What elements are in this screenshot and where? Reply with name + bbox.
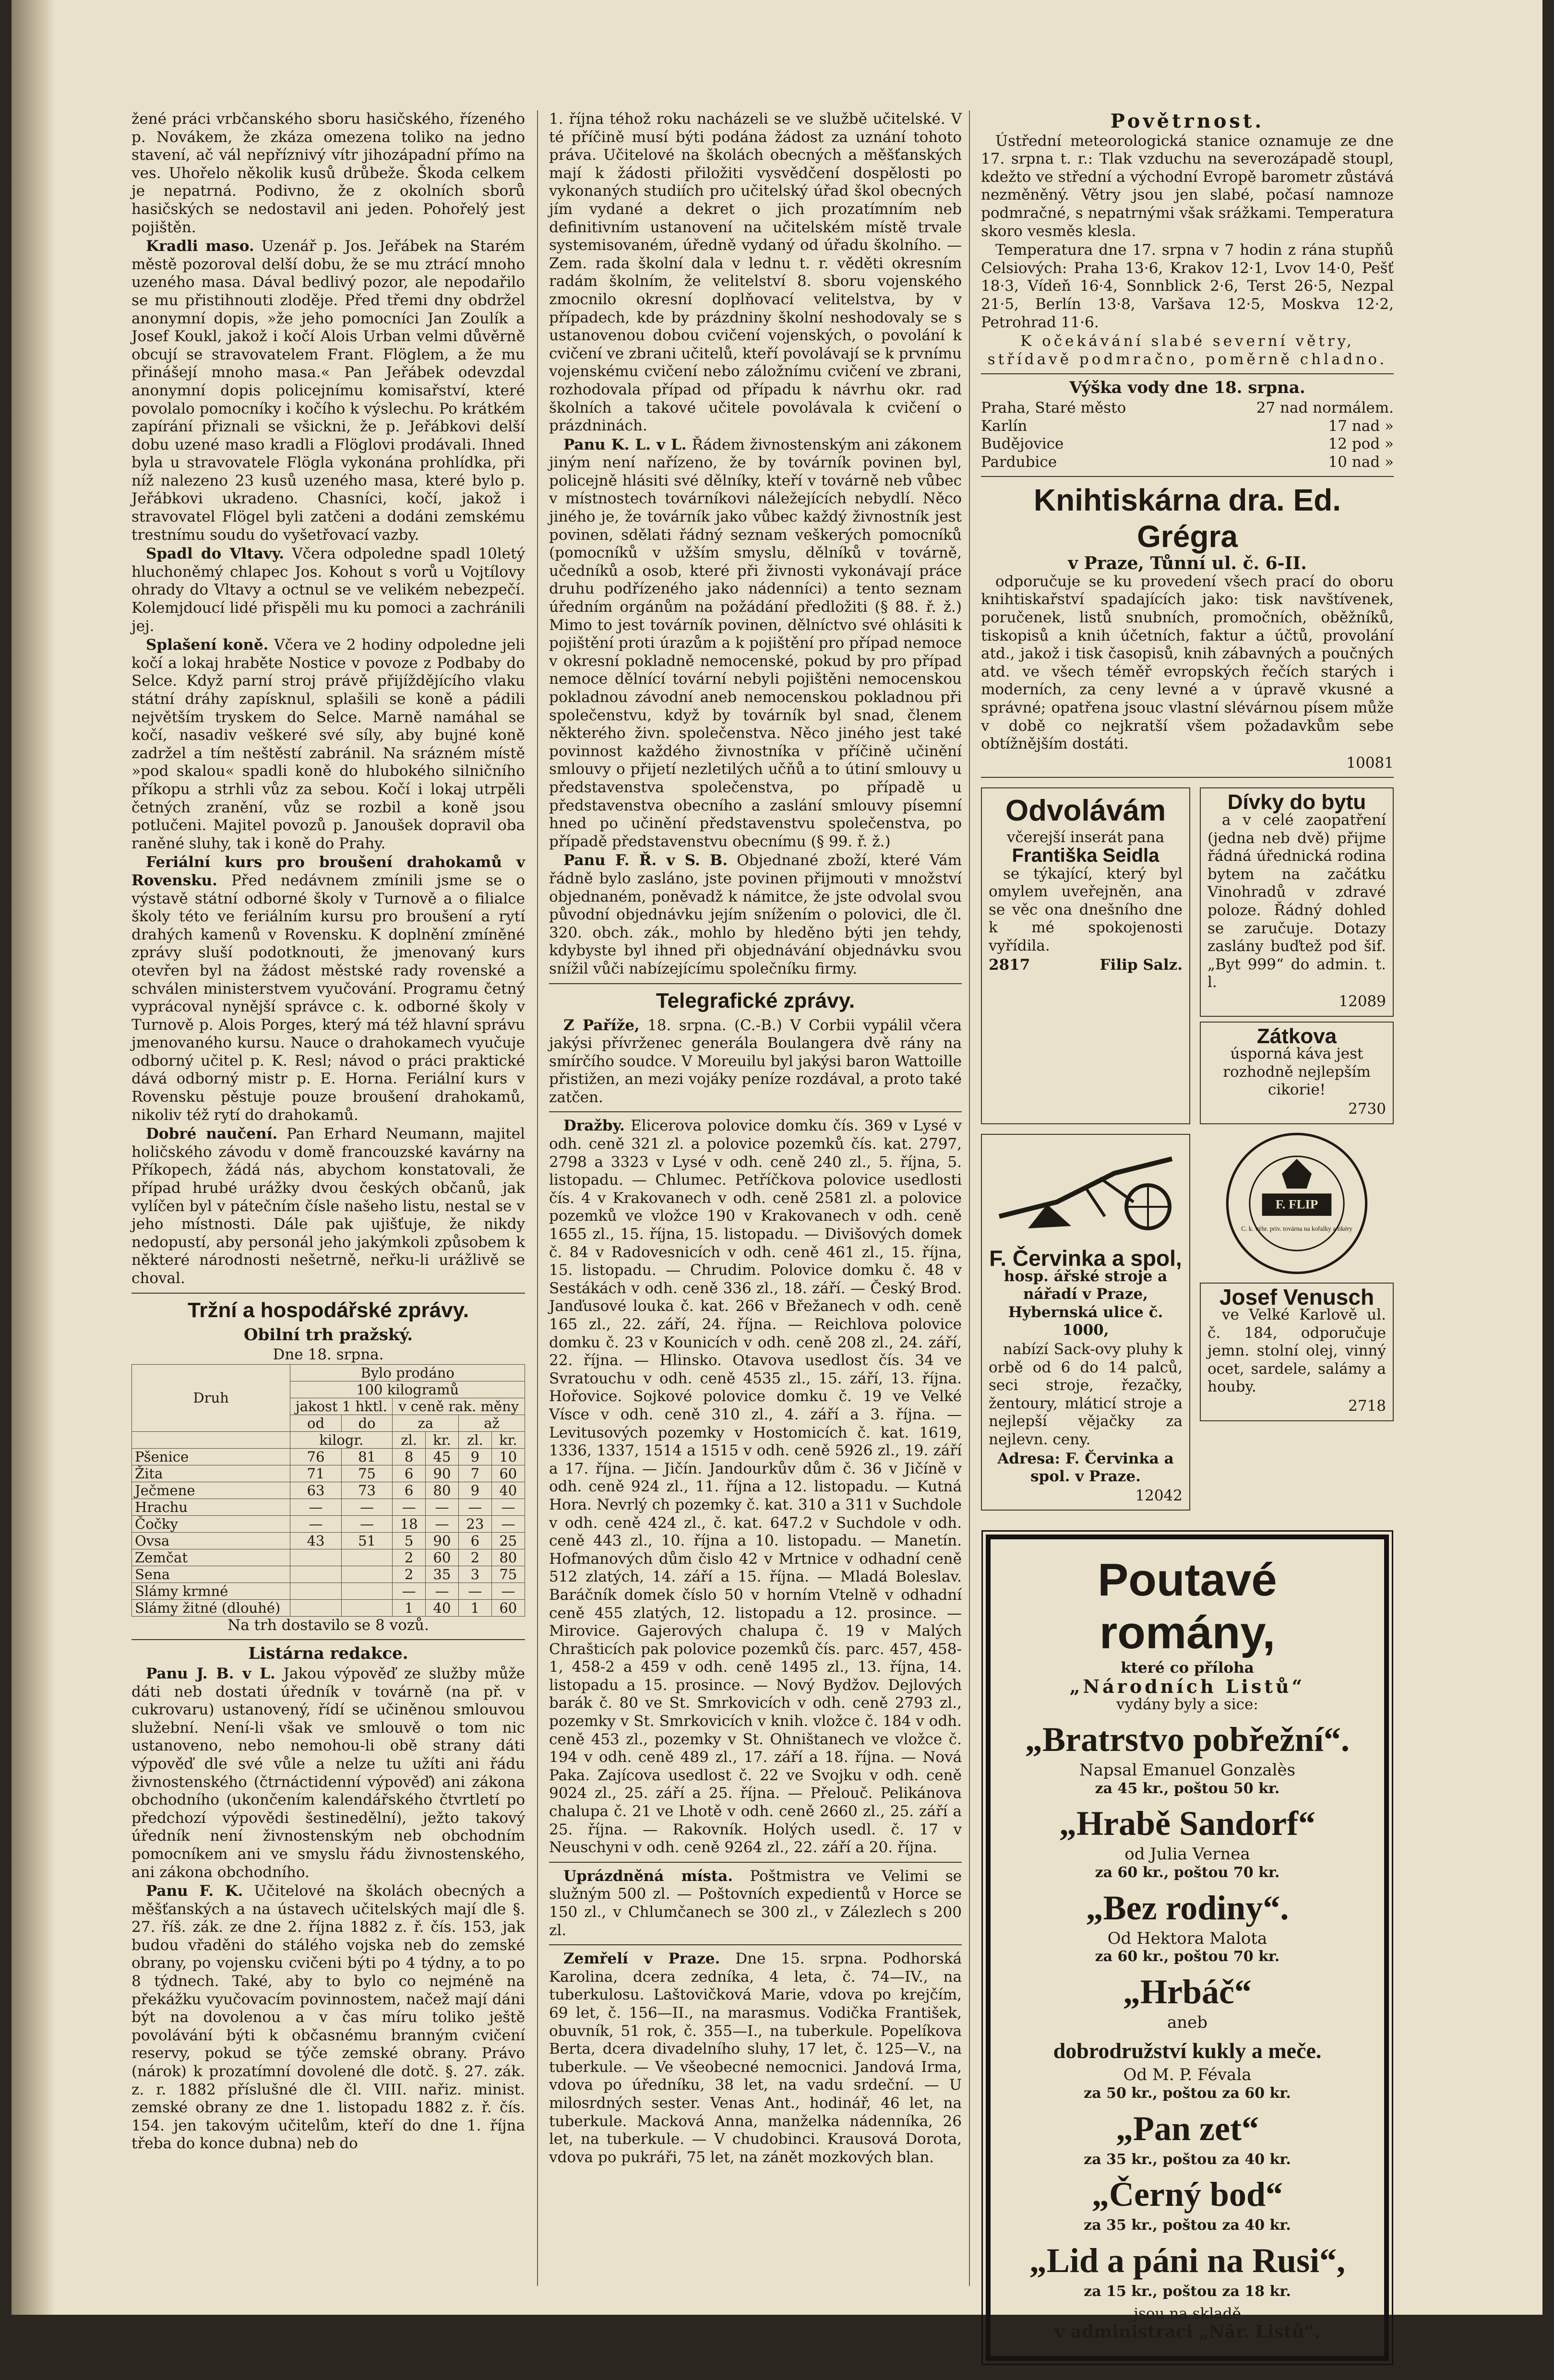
ad-poutave-romany xyxy=(986,1535,1389,2360)
ad-number: 2817 xyxy=(989,956,1030,974)
table-cell-kr2: 25 xyxy=(491,1532,525,1549)
novel-item xyxy=(1010,1803,1365,1881)
letter-addressee: Panu F. K. xyxy=(146,1882,243,1900)
water-row xyxy=(981,453,1394,472)
table-cell-od xyxy=(290,1599,342,1616)
letter-addressee: Panu K. L. v L. xyxy=(563,436,687,453)
ads-stack xyxy=(1200,1129,1394,1516)
th-za: za xyxy=(393,1415,459,1431)
article-splaseni xyxy=(131,636,525,853)
novel-author: aneb xyxy=(1167,2012,1208,2032)
ad-text: úsporná káva jest rozhodně nejlepším cikorie! xyxy=(1223,1045,1371,1099)
section-title: Uprázdněná místa. xyxy=(563,1867,733,1885)
ad-address: v Praze, Tůnní ul. č. 6-II. xyxy=(1068,553,1307,574)
table-cell-name: Pšenice xyxy=(132,1448,290,1465)
seal-name: F. FLIP xyxy=(1275,1196,1318,1211)
table-cell-zl2: — xyxy=(459,1583,492,1599)
table-cell-name: Hrachu xyxy=(132,1499,290,1515)
section-zemreli xyxy=(549,1950,962,2166)
table-row xyxy=(132,1448,525,1465)
novel-item xyxy=(1010,2174,1365,2235)
letter-text: Učitelové na školách obecných a měšťanských a na ústavech učitelských mají dle §. 27. říš. zák. ze dne 2. října 1882 z. ř. čís. 153, jak budou vřaděni do stálého vojska neb do zemské obrany, po vojensku cvičeni býti po 4 týdny, a to po 8 týdnech. Také, aby to bylo co nejméně na překážku vyučovacím povinnostem, načež mají dáni být na dovolenou a v čas míru toliko ještě povolávání býti k občasnému branným cvičení reservy, pokud se týče zemské obrany. Právo (nárok) k prozatímní dovolené dle dotč. §. 27. zák. z. r. 1882 příslušné dle čl. VIII. nařiz. minist. zemské obrany ze dne 1. listopadu 1882 z. ř. čís. 154. jen takovým učitelům, kteří do dne 1. října třeba do konce dubna) neb do xyxy=(131,1882,526,2153)
weather-temps: Temperatura dne 17. srpna v 7 hodin z rána stupňů Celsiových: Praha 13·6, Krakov 12·1, Lvov 14·0, Pešť 18·3, Vídeň 16·4, Sonnblick 2·6, Terst 26·5, Nezpal 21·5, Berlín 13·8, Varšava 12·5, Moskva 12·2, Petrohrad 11·6. xyxy=(981,241,1394,331)
water-place: Karlín xyxy=(981,417,1028,435)
section-rule xyxy=(131,1293,525,1294)
telegram xyxy=(549,1017,962,1107)
table-cell-kr1: 90 xyxy=(425,1465,458,1482)
article-text: Včera odpoledne spadl 10letý hluchoněmý chlapec Jos. Kohout s vorů u Vojtílovy ohrady do Vltavy a octnul se ve velikém nebezpečí. Kolemjdoucí lidé přispěli mu ku pomoci a zachránili jej. xyxy=(131,545,525,635)
article-text: Před nedávnem zmínili jsme se o výstavě státní odborné školy v Turnově a o filialce školy této ve feriálním kursu pro broušení a rytí drahých kamenů v Rovensku. K doplnění zmíněné zprávy sluší podotknouti, že jmenovaný kurs otevřen byl na žádost městské rady rovenské a schválen ministerstvem vyučování. Programu četný vyprácoval nynější správce c. k. odborné školy v Turnově p. Alois Porges, který má též hlavní správu jmenovaného kursu. Nauce o drahokamech vyučuje odborný učitel p. K. Resl; návod o práci praktické dává odborný mistr p. E. Horna. Feriální kurs v Rovensku pěstuje pouze broušení drahokamů, nikoliv též rytí do drahokamů. xyxy=(131,871,525,1124)
article-ferialni xyxy=(131,854,525,1124)
article-title: Kradli maso. xyxy=(146,238,254,255)
seal-text: C. k. výhr. priv. továrna na kořalky a likéry xyxy=(1241,1225,1352,1232)
ad-text: nabízí Sack-ovy pluhy k orbě od 6 do 14 palců, seci stroje, řezačky, žentoury, mláticí stroje a nejlepší vějačky za nejlevn. ceny. xyxy=(989,1341,1183,1449)
market-price-table xyxy=(131,1364,525,1617)
table-row xyxy=(132,1499,525,1515)
table-cell-zl2: 9 xyxy=(459,1482,492,1499)
table-cell-kr1: 80 xyxy=(425,1482,458,1499)
table-cell-name: Slámy žitné (dlouhé) xyxy=(132,1599,290,1616)
th-blank xyxy=(132,1431,290,1448)
ad-number: 2718 xyxy=(1348,1397,1386,1415)
distillery-seal-icon xyxy=(1222,1129,1371,1278)
table-row xyxy=(132,1599,525,1616)
ad-number: 12042 xyxy=(1135,1487,1183,1504)
table-cell-do xyxy=(341,1599,393,1616)
ad-sub: které co příloha xyxy=(1121,1659,1254,1677)
novel-title: „Lid a páni na Rusi“, xyxy=(1029,2241,1346,2280)
novel-price: za 60 kr., poštou 70 kr. xyxy=(1095,1948,1280,1965)
telegram-place: Z Paříže, xyxy=(563,1016,640,1034)
table-cell-kr2: — xyxy=(491,1583,525,1599)
letter-text: Objednané zboží, které Vám řádně bylo zasláno, jste povinen přijmouti v množství objednaném, poněvadž k námitce, že jste odvolal svou původní objednávku jejím snížením o polovici, dle čl. 320. obch. zák., mohlo by hleděno býti jen tehdy, kdybyste byl ihned při objednávání objednávku svou snížil vůči nabízejícímu společníku firmy. xyxy=(549,852,962,977)
table-cell-kr2: 40 xyxy=(491,1482,525,1499)
table-cell-zl2: 1 xyxy=(459,1599,492,1616)
th-jakost: jakost 1 hktl. xyxy=(290,1398,393,1415)
th-od: od xyxy=(290,1415,342,1431)
table-cell-zl1: 8 xyxy=(393,1448,426,1465)
novel-item xyxy=(1010,2108,1365,2169)
article-text: Uzenář p. Jos. Jeřábek na Starém městě pozoroval delší dobu, že se mu ztrácí mnoho uzeného masa. Dával bedlivý pozor, ale nepodařilo se mu přistihnouti zloděje. Před třemi dny obdržel anonymní dopis, »že jeho pomocníci Jan Zoulík a Josef Koukl, jakož i kočí Alois Urban velmi důvěrně obcují se stravovatelem Frant. Flöglem, a že mu přinášejí mnoho masa.« Pan Jeřábek odevzdal anonymní dopis policejnímu komisařství, které povolalo pomocníky i kočího k výslechu. Po krátkém zapírání přiznali se všickni, že p. Jeřábkovi delší dobu uzené maso kradli a Flöglovi prodávali. Ihned byla u stravovatele Flögla vykonána prohlídka, při níž nalezeno 23 kusů uzeného masa, které bylo p. Jeřábkovi ukradeno. Chasníci, kočí, jakož i stravovatel Flögel byli zatčeni a dodáni zemskému trestnímu soudu do vyšetřovací vazby. xyxy=(131,238,525,544)
water-place: Budějovice xyxy=(981,435,1064,453)
ad-title: Zátkova xyxy=(1256,1024,1337,1048)
table-cell-do: 73 xyxy=(341,1482,393,1499)
letter-text: Jakou výpověď ze služby může dáti neb dostati úředník v továrně (na př. v cukrovaru) ustanovený, řídí se učiněnou smlouvou služební. Není-li však ve smlouvě o tom nic ustanoveno, nebo nemohou-li obě strany dáti výpověď dle své vůle a nelze tu užíti ani řádu živnostenského (čtrnáctidenní výpověď) ani zákona obchodního (ukončením kalendářského čtvrtletí po předchozí výpovědi šestinedělní), ježto takový úředník není živnostenským neb obchodním pomocníkem ani ve smyslu řádu živnostenského, ani zákona obchodního. xyxy=(131,1665,526,1881)
ad-knihtiskarna xyxy=(981,482,1394,772)
table-cell-name: Žita xyxy=(132,1465,290,1482)
water-place: Praha, Staré město xyxy=(981,399,1126,416)
table-cell-kr2: 60 xyxy=(491,1465,525,1482)
table-cell-kr2: — xyxy=(491,1499,525,1515)
table-cell-kr1: — xyxy=(425,1499,458,1515)
table-cell-od: — xyxy=(290,1515,342,1532)
section-rule xyxy=(131,1639,525,1640)
article-intro: žené práci vrbčanského sboru hasičského, řízeného p. Novákem, že zkáza omezena toliko na jedno stavení, ač vál nepříznivý vítr jihozápadní přímo na ves. Uhořelo několik kusů drůbeže. Škoda celkem je nepatrná. Podivno, že z okolních sborů hasičských se nedostavil ani jeden. Pohořelý jest pojištěn. xyxy=(131,110,525,236)
novel-price: za 50 kr., poštou za 60 kr. xyxy=(1084,2084,1291,2102)
table-cell-name: Slámy krmné xyxy=(132,1583,290,1599)
table-cell-kr1: — xyxy=(425,1515,458,1532)
table-row xyxy=(132,1465,525,1482)
table-cell-kr1: 90 xyxy=(425,1532,458,1549)
th-kilogr: kilogr. xyxy=(290,1431,393,1448)
ad-text: se týkající, který byl omylem uveřejněn, ana se věc ona dnešního dne k mé spokojenosti vyřídila. xyxy=(989,865,1183,954)
ad-footer: jsou na skladě xyxy=(1134,2305,1241,2323)
article-spadl xyxy=(131,545,525,635)
article-title: Feriální kurs pro broušení drahokamů v Rovensku. xyxy=(131,854,525,889)
subsection-title-obilni: Obilní trh pražský. xyxy=(243,1325,413,1345)
table-cell-od: 76 xyxy=(290,1448,342,1465)
novel-item xyxy=(1010,1719,1365,1797)
ad-title: F. Červinka a spol, xyxy=(989,1246,1182,1271)
table-cell-zl1: 5 xyxy=(393,1532,426,1549)
novel-price: za 60 kr., poštou 70 kr. xyxy=(1095,1864,1280,1881)
letter-frvsb xyxy=(549,852,962,978)
th-vcene: v ceně rak. měny xyxy=(393,1398,525,1415)
table-cell-kr1: 60 xyxy=(425,1549,458,1566)
letter-text: Řádem živnostenským ani zákonem jiným není nařízeno, že by továrník povinen byl, policejně hlásiti své dělníky, kteří v továrně neb vůbec v místnostech továrníkovi náležejících nebydlí. Něco jiného je, že továrník jako vůbec každý živnostník jest povinen, sdělati řádný seznam veškerých pomocníků (pomocníků v užším smyslu, dělníků v továrně, učedníků a osob, které při živnosti vykonávají práce druhu podřízeného jako nádenníci) a tento seznam úředním orgánům na požádání předložiti (§ 88. ř. ž.) Mimo to jest továrník povinen, dělníctvo své ohlásiti k pojištění proti úrazům a k pojištění pro případ nemoce v okresní pokladně nemocenské, pokud by pro případ nemoce dělnící tovární nebyli pojištěni nemocenskou pokladnou závodní aneb nemocenskou pokladnou při společenstvu, když by továrník byl snad, členem některého živn. společenstva. Něco jiného jest také povinnost každého živnostníka v příčině učinění smlouvy o přijetí nezletilých učňů a to útiní smlouvy u představenstva společenstva, po případě u představenstva obecního a zaslání smlouvy písemní hned po učinění představenstvu společenstva, po případě představenstvu obecnímu (§ 99. ř. ž.) xyxy=(549,436,962,850)
ad-sub: vydány byly a sice: xyxy=(1116,1695,1258,1713)
article-title: Splašení koně. xyxy=(146,636,269,654)
table-cell-od: 71 xyxy=(290,1465,342,1482)
table-cell-od: — xyxy=(290,1499,342,1515)
water-row xyxy=(981,417,1394,436)
ad-number: 2730 xyxy=(1348,1100,1386,1118)
novel-price: za 35 kr., poštou za 40 kr. xyxy=(1084,2217,1291,2234)
novel-item xyxy=(1010,1888,1365,1966)
table-cell-name: Zemčat xyxy=(132,1549,290,1566)
novel-list xyxy=(1010,1719,1365,2300)
ad-footer xyxy=(989,956,1183,975)
table-cell-zl2: 2 xyxy=(459,1549,492,1566)
table-cell-od xyxy=(290,1583,342,1599)
novel-title: „Hrabě Sandorf“ xyxy=(1059,1804,1316,1843)
novel-author: Od Hektora Malota xyxy=(1107,1928,1267,1948)
table-cell-od: 43 xyxy=(290,1532,342,1549)
table-row xyxy=(132,1532,525,1549)
novel-item xyxy=(1010,1972,1365,2032)
table-cell-do xyxy=(341,1549,393,1566)
ad-text: ve Velké Karlově ul. č. 184, odporučuje jemn. stolní olej, vinný ocet, sardele, salámy a houby. xyxy=(1207,1306,1386,1396)
table-cell-od: 63 xyxy=(290,1482,342,1499)
table-cell-zl2: 7 xyxy=(459,1465,492,1482)
ad-footer: v administraci „Nár. Listů“. xyxy=(1054,2321,1320,2342)
table-cell-kr2: — xyxy=(491,1515,525,1532)
letter-fk xyxy=(131,1882,525,2153)
novel-title: dobrodružství kukly a meče. xyxy=(1053,2038,1322,2063)
table-cell-od xyxy=(290,1566,342,1583)
table-cell-zl2: 3 xyxy=(459,1566,492,1583)
ad-odvolavam xyxy=(981,787,1190,1124)
th-kr: kr. xyxy=(491,1431,525,1448)
novel-author: Od M. P. Févala xyxy=(1123,2065,1252,2085)
table-cell-kr1: 40 xyxy=(425,1599,458,1616)
table-cell-do: — xyxy=(341,1499,393,1515)
table-cell-zl2: 6 xyxy=(459,1532,492,1549)
novel-item xyxy=(1010,2037,1365,2102)
section-title-povetrnost: Povětrnost. xyxy=(1110,110,1265,132)
novel-title: „Pan zet“ xyxy=(1116,2109,1259,2148)
ads-row-1 xyxy=(981,783,1394,1129)
table-cell-zl2: 9 xyxy=(459,1448,492,1465)
column-right xyxy=(981,110,1394,2380)
section-rule xyxy=(549,1862,962,1863)
section-rule xyxy=(549,983,962,984)
ad-title: Josef Venusch xyxy=(1219,1284,1375,1309)
table-cell-name: Ječmene xyxy=(132,1482,290,1499)
table-cell-kr2: 75 xyxy=(491,1566,525,1583)
water-title: Výška vody dne 18. srpna. xyxy=(1069,378,1305,398)
section-title-trzni: Tržní a hospodářské zprávy. xyxy=(187,1298,469,1322)
novel-item xyxy=(1010,2240,1365,2301)
novel-price: za 15 kr., poštou za 18 kr. xyxy=(1084,2283,1291,2300)
ads-row-2 xyxy=(981,1129,1394,1516)
novel-title: „Bez rodiny“. xyxy=(1086,1888,1289,1927)
ad-address: Adresa: F. Červinka a spol. v Praze. xyxy=(997,1450,1174,1486)
ad-zatkova xyxy=(1200,1022,1394,1124)
ad-title: Odvolávám xyxy=(1005,794,1166,828)
section-text: Poštmistra ve Velimi se služným 500 zl. — Poštovních expedientů v Horce se 150 zl., v Chlumčanech se 300 zl., v Zálezlech s 200 zl. xyxy=(549,1867,962,1939)
table-cell-do: 51 xyxy=(341,1532,393,1549)
ad-text: a v celé zaopatření (jedna neb dvě) přijme řádná úřednická rodina bytem na začátku Vinohradů v zdravé poloze. Řádný dohled se zaručuje. Dotazy zaslány buďtež pod šif. „Byt 999“ do admin. t. l. xyxy=(1207,811,1386,991)
table-row xyxy=(132,1482,525,1499)
water-value: 10 nad » xyxy=(1328,453,1394,471)
novel-price: za 35 kr., poštou za 40 kr. xyxy=(1084,2151,1291,2168)
market-note: Na trh dostavilo se 8 vozů. xyxy=(227,1616,429,1634)
ads-stack xyxy=(1200,783,1394,1129)
ad-text: hosp. ářské stroje a nářadí v Praze, Hybernská ulice č. 1000, xyxy=(1004,1267,1168,1339)
table-cell-kr1: 35 xyxy=(425,1566,458,1583)
table-cell-kr2: 60 xyxy=(491,1599,525,1616)
novel-title: „Černý bod“ xyxy=(1091,2175,1283,2214)
novel-author: od Julia Vernea xyxy=(1124,1844,1250,1864)
water-row xyxy=(981,399,1394,417)
table-row xyxy=(132,1566,525,1583)
section-rule xyxy=(981,476,1394,477)
table-row xyxy=(132,1515,525,1532)
newspaper-page xyxy=(12,0,1542,2342)
table-cell-kr1: 45 xyxy=(425,1448,458,1465)
plough-icon xyxy=(989,1144,1183,1240)
market-date: Dne 18. srpna. xyxy=(273,1346,384,1364)
section-drazby xyxy=(549,1117,962,1856)
table-cell-do: — xyxy=(341,1515,393,1532)
table-row xyxy=(132,1583,525,1599)
th-kr: kr. xyxy=(425,1431,458,1448)
table-cell-kr1: — xyxy=(425,1583,458,1599)
telegram-text: 18. srpna. (C.-B.) V Corbii vypálil včera jakýsi přívrženec generála Boulangera dvě rány na smírčího soudce. V Moreuilu byl jakýsi baron Wattoille přistižen, an mezi vojáky peníze rozdával, a proto také zatčen. xyxy=(549,1016,962,1106)
table-cell-od xyxy=(290,1549,342,1566)
ad-cervinka xyxy=(981,1134,1190,1511)
article-text: Pan Erhard Neumann, majitel holičského závodu v domě francouzské kavárny na Příkopech, žádá nás, abychom konstatovali, že případ hrubé urážky dvou českých občanů, jak vylíčen byl v pátečním čísle našeho listu, nestal se v jeho místnosti. Dále pak ujišťuje, že nikdy nedopustí, aby personál jeho jakýmkoli způsobem k některé národnosti nešetrně, neřku-li urážlivě se choval. xyxy=(131,1125,525,1287)
section-title: Dražby. xyxy=(563,1117,625,1135)
article-kradli xyxy=(131,238,525,544)
th-druh: Druh xyxy=(132,1364,290,1431)
table-cell-zl2: 23 xyxy=(459,1515,492,1532)
letter-addressee: Panu J. B. v L. xyxy=(146,1665,275,1682)
column-middle xyxy=(549,110,962,2167)
water-value: 17 nad » xyxy=(1328,417,1394,435)
th-bylo: Bylo prodáno xyxy=(290,1364,525,1381)
letter-addressee: Panu F. Ř. v S. B. xyxy=(563,852,728,869)
ad-signature: Filip Salz. xyxy=(1100,956,1183,974)
table-cell-zl1: 2 xyxy=(393,1566,426,1583)
th-zl: zl. xyxy=(393,1431,426,1448)
ad-title: Knihtiskárna dra. Ed. Grégra xyxy=(1033,483,1341,554)
ad-number: 12089 xyxy=(1339,992,1386,1010)
water-value: 12 pod » xyxy=(1328,435,1394,453)
section-rule xyxy=(981,373,1394,374)
th-az: až xyxy=(459,1415,525,1431)
th-do: do xyxy=(341,1415,393,1431)
table-cell-do: 75 xyxy=(341,1465,393,1482)
table-cell-kr2: 10 xyxy=(491,1448,525,1465)
water-levels xyxy=(981,399,1394,471)
novel-title: „Hrbáč“ xyxy=(1123,1972,1252,2011)
ad-title: Poutavé romány, xyxy=(1098,1554,1277,1659)
ad-divky xyxy=(1200,787,1394,1016)
article-title: Dobré naučení. xyxy=(146,1125,278,1143)
letter-jb xyxy=(131,1665,525,1881)
article-text: Včera ve 2 hodiny odpoledne jeli kočí a lokaj hraběte Nostice v povoze z Podbaby do Selce. Když parní stroj právě přijíždějícího vlaku státní dráhy zapísknul, splašili se koně a pádili největším tryskem do Selce. Marně namáhal se kočí, nasadiv veškeré své síly, aby bujné koně zadržel a tím neštěstí zabránil. Na srázném místě »pod skalou« spadli koně do hlubokého silničního příkopu a strhli vůz za sebou. Kočí i lokaj utrpěli četných zranění, vůz se rozbil a koně jsou potlučeni. Majitel povozů p. Janoušek dopravil oba raněné sluhy, tak i koně do Prahy. xyxy=(131,636,525,852)
novel-title: „Bratrstvo pobřežní“. xyxy=(1025,1720,1350,1759)
th-zl: zl. xyxy=(459,1431,492,1448)
table-cell-zl1: — xyxy=(393,1499,426,1515)
section-rule xyxy=(549,1111,962,1112)
section-rule xyxy=(981,777,1394,778)
table-cell-name: Sena xyxy=(132,1566,290,1583)
table-cell-zl1: 2 xyxy=(393,1549,426,1566)
table-cell-zl1: — xyxy=(393,1583,426,1599)
ad-title: Dívky do bytu xyxy=(1227,790,1366,814)
table-cell-kr2: 80 xyxy=(491,1549,525,1566)
letter-klv xyxy=(549,436,962,851)
article-title: Spadl do Vltavy. xyxy=(146,545,285,563)
table-cell-do: 81 xyxy=(341,1448,393,1465)
column-rule xyxy=(969,110,970,2286)
water-value: 27 nad normálem. xyxy=(1256,399,1394,416)
section-text: Elicerova polovice domku čís. 369 v Lysé v odh. ceně 321 zl. a polovice pozemků čís. kat. 2797, 2798 a 3323 v Lysé v odh. ceně 240 zl., 5. října, 5. listopadu. — Chlumec. Petříčkova polovice usedlosti čís. 4 v Krakovanech v odh. ceně 2581 zl. a polovice pozemků ve vložce 190 v Krakovanech v odh. ceně 1655 zl., 15. října, 15. listopadu. — Divišových domek č. 84 v Radovesnicích v odh. ceně 461 zl., 15. října, 15. listopadu. — Chrudim. Polovice domku č. 48 v Sestákách v odh. ceně 336 zl., 18. září. — Český Brod. Janďusové louka č. kat. 266 v Břežanech v odh. ceně 165 zl., 22. září, 24. října. — Reichlova polovice domku č. 23 v Kounicích v odh. ceně 208 zl., 24. září, 22. října. — Hlinsko. Otavova usedlost čís. 34 ve Svratouchu v odh. ceně 4535 zl., 15. září, 13. října. Hořovice. Sojkové polovice domku č. 19 ve Velké Vísce v odh. ceně 310 zl., 4. září a 3. října. — Levitusových pozemky v Hostomicích č. kat. 1619, 1336, 1337, 1514 a 1515 v odh. ceně 5926 zl., 19. září a 17. října. — Jičín. Jandourkův dům č. 36 v Jičíně v odh. ceně 924 zl., 11. října a 12. listopadu. — Kutná Hora. Nevrlý ch pozemky č. kat. 310 a 311 v Suchdole v odh. ceně 424 zl., č. kat. 647.2 v Suchdole v odh. ceně 443 zl., 10. října a 10. listopadu. — Manetín. Hofmanových dům čislo 42 v Mrtnice v odhadní ceně 512 zlatých, 14. září a 15. října. — Mladá Boleslav. Baráčník domek číslo 50 v horním Vtelně v odhadní ceně 455 zlatých, 12. listopadu a 12. prosince. — Mirovice. Gajerových chalupa č. 19 v Malých Chrašticích pak polovice pozemků čís. parc. 457, 458-1, 458-2 a 459 v odh. ceně 1495 zl., 13. října, 14. listopadu a 15. prosince. — Nový Bydžov. Dejlových barák č. 80 ve St. Smrkovicích v odh. ceně 2793 zl., pozemky v St. Smrkovicích v knih. vložce č. 184 v odh. ceně 453 zl., pozemky v St. Ohništanech ve vložce č. 194 v odh. ceně 489 zl., 17. září a 18. října. — Nová Paka. Zajícova usedlost č. 22 ve Svojku v odh. ceně 9024 zl., 25. září a 25. října. — Přelouč. Pelikánova chalupa č. 21 ve Lhotě v odh. ceně 2660 zl., 25. září a 25. října. — Rakovník. Holých usedl. č. 17 v Neuschyni v odh. ceně 9264 zl., 22. září a 20. října. xyxy=(549,1117,962,1856)
table-cell-zl1: 6 xyxy=(393,1482,426,1499)
novel-author: Napsal Emanuel Gonzalès xyxy=(1079,1761,1296,1780)
section-title-listarna: Listárna redakce. xyxy=(248,1644,408,1664)
water-row xyxy=(981,435,1394,453)
table-cell-do xyxy=(341,1566,393,1583)
table-cell-zl1: 18 xyxy=(393,1515,426,1532)
weather-text: Ústřední meteorologická stanice oznamuje ze dne 17. srpna t. r.: Tlak vzduchu na severozápadě stoupl, kdežto ve střední a východní Evropě barometr zůstává nezměněný. Větry jsou jen slabé, počasí namnoze podmračné, s nepatrnými však srážkami. Temperatura skoro vesměs klesla. xyxy=(981,132,1394,240)
ad-text: včerejší inserát pana xyxy=(1006,829,1165,846)
table-cell-do xyxy=(341,1583,393,1599)
table-cell-zl1: 6 xyxy=(393,1465,426,1482)
table-cell-name: Ovsa xyxy=(132,1532,290,1549)
table-cell-name: Čočky xyxy=(132,1515,290,1532)
ad-sub: „Národních Listů“ xyxy=(1069,1676,1305,1697)
table-cell-zl1: 1 xyxy=(393,1599,426,1616)
page-binding-shadow xyxy=(12,0,55,2315)
column-left xyxy=(131,110,525,2154)
section-text: Dne 15. srpna. Podhorská Karolina, dcera zedníka, 4 leta, č. 74—IV., na tuberkulosu. Laštovičková Marie, vdova po krejčím, 69 let, č. 156—II., na marasmus. Vodička František, obuvník, 51 rok, č. 355—I., na tuberkule. Popelíkova Berta, dcera divadelního sluhy, 17 let, č. 125—V., na tuberkule. — Ve všeobecné nemocnici. Jandová Irma, vdova po úředníku, 38 let, na vadu srdeční. — U milosrdných sester. Venas Ant., hodinář, 46 let, na tuberkule. Macková Anna, manželka nádenníka, 26 let, na tuberkule. — V chudobinci. Krausová Dorota, vdova po pukráři, 75 let, na zánět mozkových blan. xyxy=(549,1950,962,2166)
ad-venusch xyxy=(1200,1283,1394,1421)
table-cell-zl2: — xyxy=(459,1499,492,1515)
section-title: Zemřelí v Praze. xyxy=(563,1950,720,1968)
letter-continued: 1. října téhož roku nacházeli se ve službě učitelské. V té příčině musí býti podána žádost za uznání tohoto práva. Učitelové na školách obecných a měšťanských mají k žádosti přiložiti vysvědčení dospělosti po vykonaných studiích pro učitelský úřad škol obecných jím vydané a dekret o jich prozatímním neb definitivním ustanovení na učitelském místě trvale systemisovaném, úředně vydaný od úřadu školního. — Zem. rada školní dala v lednu t. r. věděti okresním radám školním, že velitelství 8. sboru vojenského zmocnilo okresní doplňovací velitelstva, by v případech, kde by prázdniny školní neshodovaly se s ustanovenou dobou cvičení vojenských, o povolání k cvičení ve zbrani učitelů, kteří povolávají se k prvnímu vojenskému cvičení nebo záložnímu cvičení ve zbrani, rozhodovala případ od případu k návrhu okr. rad školních a takové učitele povolávala k cvičení o prázdninách. xyxy=(549,110,962,435)
water-place: Pardubice xyxy=(981,453,1057,471)
ad-person: Františka Seidla xyxy=(1012,845,1160,866)
article-dobre xyxy=(131,1125,525,1287)
column-rule xyxy=(537,110,538,2286)
section-rule xyxy=(549,1944,962,1945)
weather-forecast: K očekávání slabé severní větry, střídavě podmračno, poměrně chladno. xyxy=(987,333,1387,368)
th-100: 100 kilogramů xyxy=(290,1381,525,1398)
novel-price: za 45 kr., poštou 50 kr. xyxy=(1095,1780,1280,1797)
ad-text: odporučuje se ku provedení všech prací do oboru knihtiskařství spadajících jako: tisk navštívenek, poručenek, listů snubních, promočních, oběžníků, tiskopisů a knih účetních, faktur a účtů, provolání atd., jakož i tisk časopisů, knih zábavných a poučných atd. ve všech téměř evropských řečích starých i moderních, za ceny levné a v úpravě vkusné a správné; opatřena jsouc vlastní slévárnou písem může v době co nejkratší všem požadavkům sebe obtížnějším dostáti. xyxy=(981,572,1394,753)
section-uprazd xyxy=(549,1868,962,1940)
section-title-telegraf: Telegrafické zprávy. xyxy=(656,988,855,1012)
table-row xyxy=(132,1549,525,1566)
ad-number: 10081 xyxy=(1346,754,1394,772)
